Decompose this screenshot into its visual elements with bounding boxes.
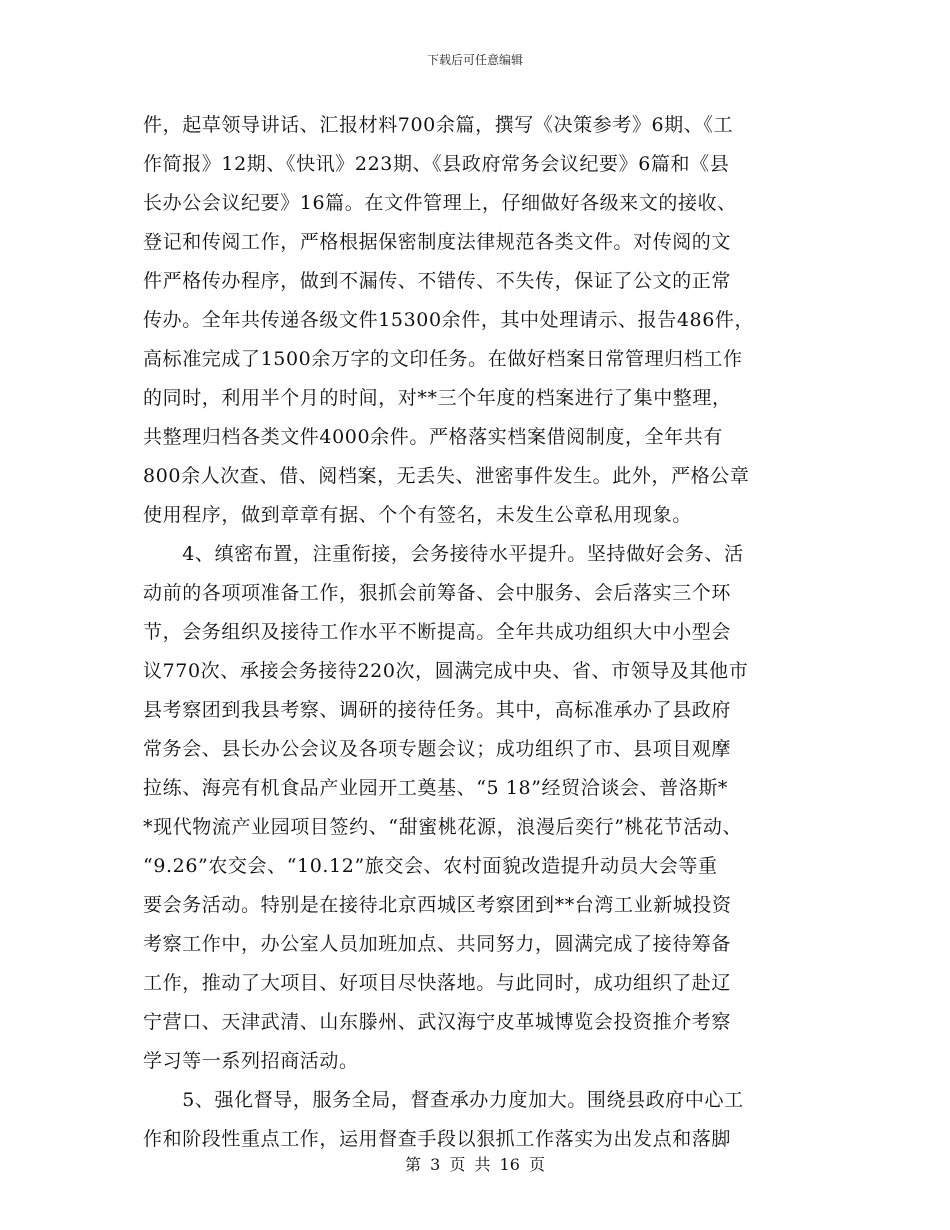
body-text-line: 节，会务组织及接待工作水平不断提高。全年共成功组织大中小型会	[143, 621, 732, 643]
body-text-line: 共整理归档各类文件4000余件。严格落实档案借阅制度，全年共有	[143, 426, 723, 448]
document-body	[143, 106, 823, 1159]
body-text-line: 作简报》12期、《快讯》223期、《县政府常务会议纪要》6篇和《县	[143, 153, 730, 175]
page-footer: 第 3 页 共 16 页	[405, 1155, 545, 1174]
body-text-line: 作和阶段性重点工作，运用督查手段以狠抓工作落实为出发点和落脚	[143, 1128, 732, 1150]
body-text-line: 长办公会议纪要》16篇。在文件管理上，仔细做好各级来文的接收、	[143, 192, 737, 214]
page-header: 下载后可任意编辑	[426, 53, 523, 67]
body-text-line: 800余人次查、借、阅档案，无丢失、泄密事件发生。此外，严格公章	[143, 465, 750, 487]
body-text-line: 登记和传阅工作，严格根据保密制度法律规范各类文件。对传阅的文	[143, 231, 732, 253]
body-text-line: 议770次、承接会务接待220次，圆满完成中央、省、市领导及其他市	[143, 660, 749, 682]
body-text-line: 件，起草领导讲话、汇报材料700余篇，撰写《决策参考》6期、《工	[143, 114, 734, 136]
body-text-line: 县考察团到我县考察、调研的接待任务。其中，高标准承办了县政府	[143, 699, 732, 721]
body-text-line: 考察工作中，办公室人员加班加点、共同努力，圆满完成了接待筹备	[143, 933, 732, 955]
body-text-line: 高标准完成了1500余万字的文印任务。在做好档案日常管理归档工作	[143, 348, 743, 370]
body-text-line: 工作，推动了大项目、好项目尽快落地。与此同时，成功组织了赴辽	[143, 972, 732, 994]
body-text-line: 使用程序，做到章章有据、个个有签名，未发生公章私用现象。	[143, 504, 692, 526]
body-text-line: 要会务活动。特别是在接待北京西城区考察团到**台湾工业新城投资	[143, 894, 732, 916]
body-text-line: *现代物流产业园项目签约、“甜蜜桃花源，浪漫后奕行”桃花节活动、	[143, 816, 743, 838]
body-text-line: 学习等一系列招商活动。	[143, 1050, 359, 1072]
body-text-line: “9.26”农交会、“10.12”旅交会、农村面貌改造提升动员大会等重	[143, 855, 718, 877]
body-text-line: 5、强化督导，服务全局，督查承办力度加大。围绕县政府中心工	[143, 1089, 744, 1111]
body-text-line: 常务会、县长办公会议及各项专题会议；成功组织了市、县项目观摩	[143, 738, 732, 760]
body-text-line: 动前的各项项准备工作，狠抓会前筹备、会中服务、会后落实三个环	[143, 582, 732, 604]
body-text-line: 4、缜密布置，注重衔接，会务接待水平提升。坚持做好会务、活	[143, 543, 744, 565]
body-text-line: 的同时，利用半个月的时间，对**三个年度的档案进行了集中整理，	[143, 387, 732, 409]
body-text-line: 宁营口、天津武清、山东滕州、武汉海宁皮革城博览会投资推介考察	[143, 1011, 732, 1033]
body-text-line: 拉练、海亮有机食品产业园开工奠基、“5 18”经贸洽谈会、普洛斯*	[143, 777, 729, 799]
body-text-line: 件严格传办程序，做到不漏传、不错传、不失传，保证了公文的正常	[143, 270, 732, 292]
body-text-line: 传办。全年共传递各级文件15300余件，其中处理请示、报告486件，	[143, 309, 755, 331]
